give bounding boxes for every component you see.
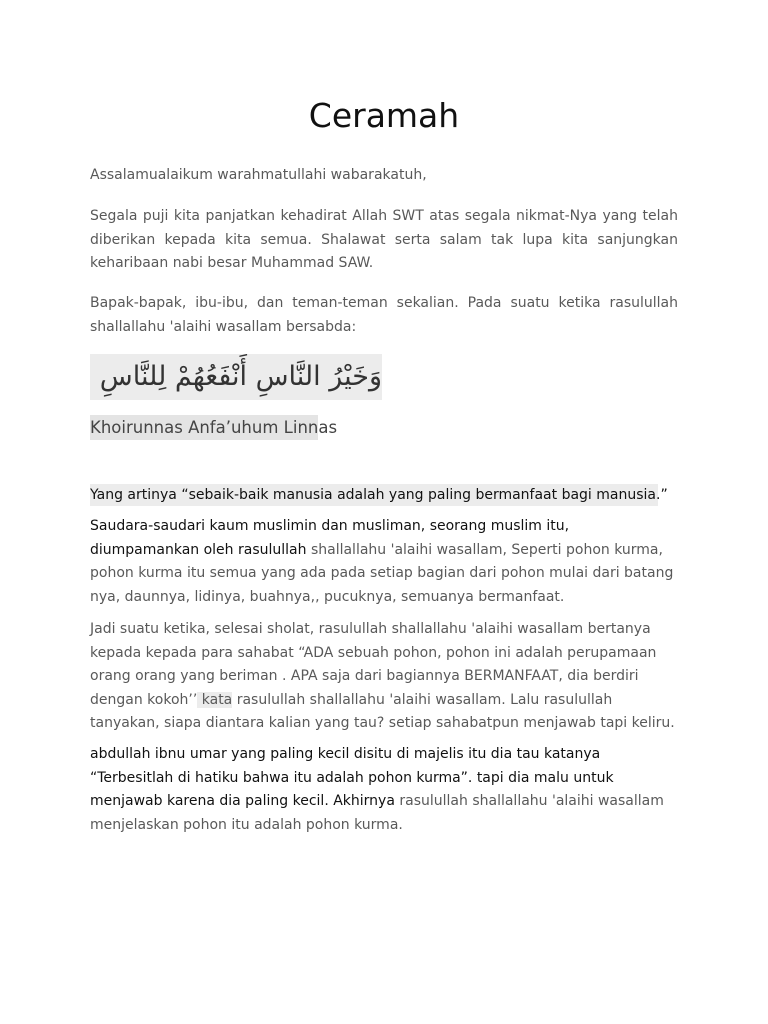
hadith-arabic-text: وَخَيْرُ النَّاسِ أَنْفَعُهُمْ لِلنَّاسِ bbox=[90, 354, 382, 400]
greeting-paragraph: Assalamualaikum warahmatullahi wabarakatuh, bbox=[90, 167, 427, 183]
document-title: Ceramah bbox=[308, 96, 460, 135]
paragraph-2-text-d: rasulullah shallallahu 'alaihi wasallam. Lalu rasulullah tanyakan, siapa diantara kalian yang tau? setiap sahabatpun menjawab tapi keliru. bbox=[90, 691, 675, 731]
audience-paragraph: Bapak-bapak, ibu-ibu, dan teman-teman sekalian. Pada suatu ketika rasulullah shallallahu 'alaihi wasallam bersabda: bbox=[90, 295, 678, 335]
paragraph-1-grey-text: shallallahu 'alaihi wasallam, Seperti pohon kurma, pohon kurma itu semua yang ada pada setiap bagian dari pohon mulai dari batang nya, daunnya, lidinya, buahnya,, pucuknya, semuanya bermanfaat. bbox=[90, 541, 674, 605]
body-paragraph-1 bbox=[90, 515, 678, 609]
paragraph-2-highlighted-word: kata bbox=[197, 691, 233, 708]
body-paragraph-3 bbox=[90, 743, 678, 837]
hadith-transliteration: Khoirunnas Anfa’uhum Linnas bbox=[90, 415, 318, 440]
paragraph-3-grey-text: rasulullah shallallahu 'alaihi wasallam menjelaskan pohon itu adalah pohon kurma. bbox=[90, 793, 664, 833]
paragraph-2-text-a: Jadi suatu ketika, selesai sholat, rasulullah shallallahu 'alaihi wasallam bertanya kepada kepada para sahabat “ADA sebuah pohon, pohon ini adalah perupamaan orang orang yang beriman . APA bbox=[90, 621, 657, 684]
body-paragraph-2 bbox=[90, 618, 678, 736]
paragraph-2-text-b: saja dari bagiannya BERMANFAAT, dia berdiri dengan kokoh’’ bbox=[90, 668, 639, 708]
hadith-meaning: Yang artinya “sebaik-baik manusia adalah yang paling bermanfaat bagi manusia.” bbox=[90, 484, 658, 506]
paragraph-1-dark-text: Saudara-saudari kaum muslimin dan musliman, seorang muslim itu, diumpamankan oleh rasulullah bbox=[90, 518, 570, 558]
paragraph-3-dark-text: abdullah ibnu umar yang paling kecil disitu di majelis itu dia tau katanya “Terbesitlah di hatiku bahwa itu adalah pohon kurma”. tapi dia malu untuk menjawab karena dia paling kecil. Akhirnya bbox=[90, 746, 614, 809]
intro-paragraph: Segala puji kita panjatkan kehadirat Allah SWT atas segala nikmat-Nya yang telah diberikan kepada kita semua. Shalawat serta salam tak lupa kita sanjungkan keharibaan nabi besar Muhammad SAW. bbox=[90, 208, 678, 271]
